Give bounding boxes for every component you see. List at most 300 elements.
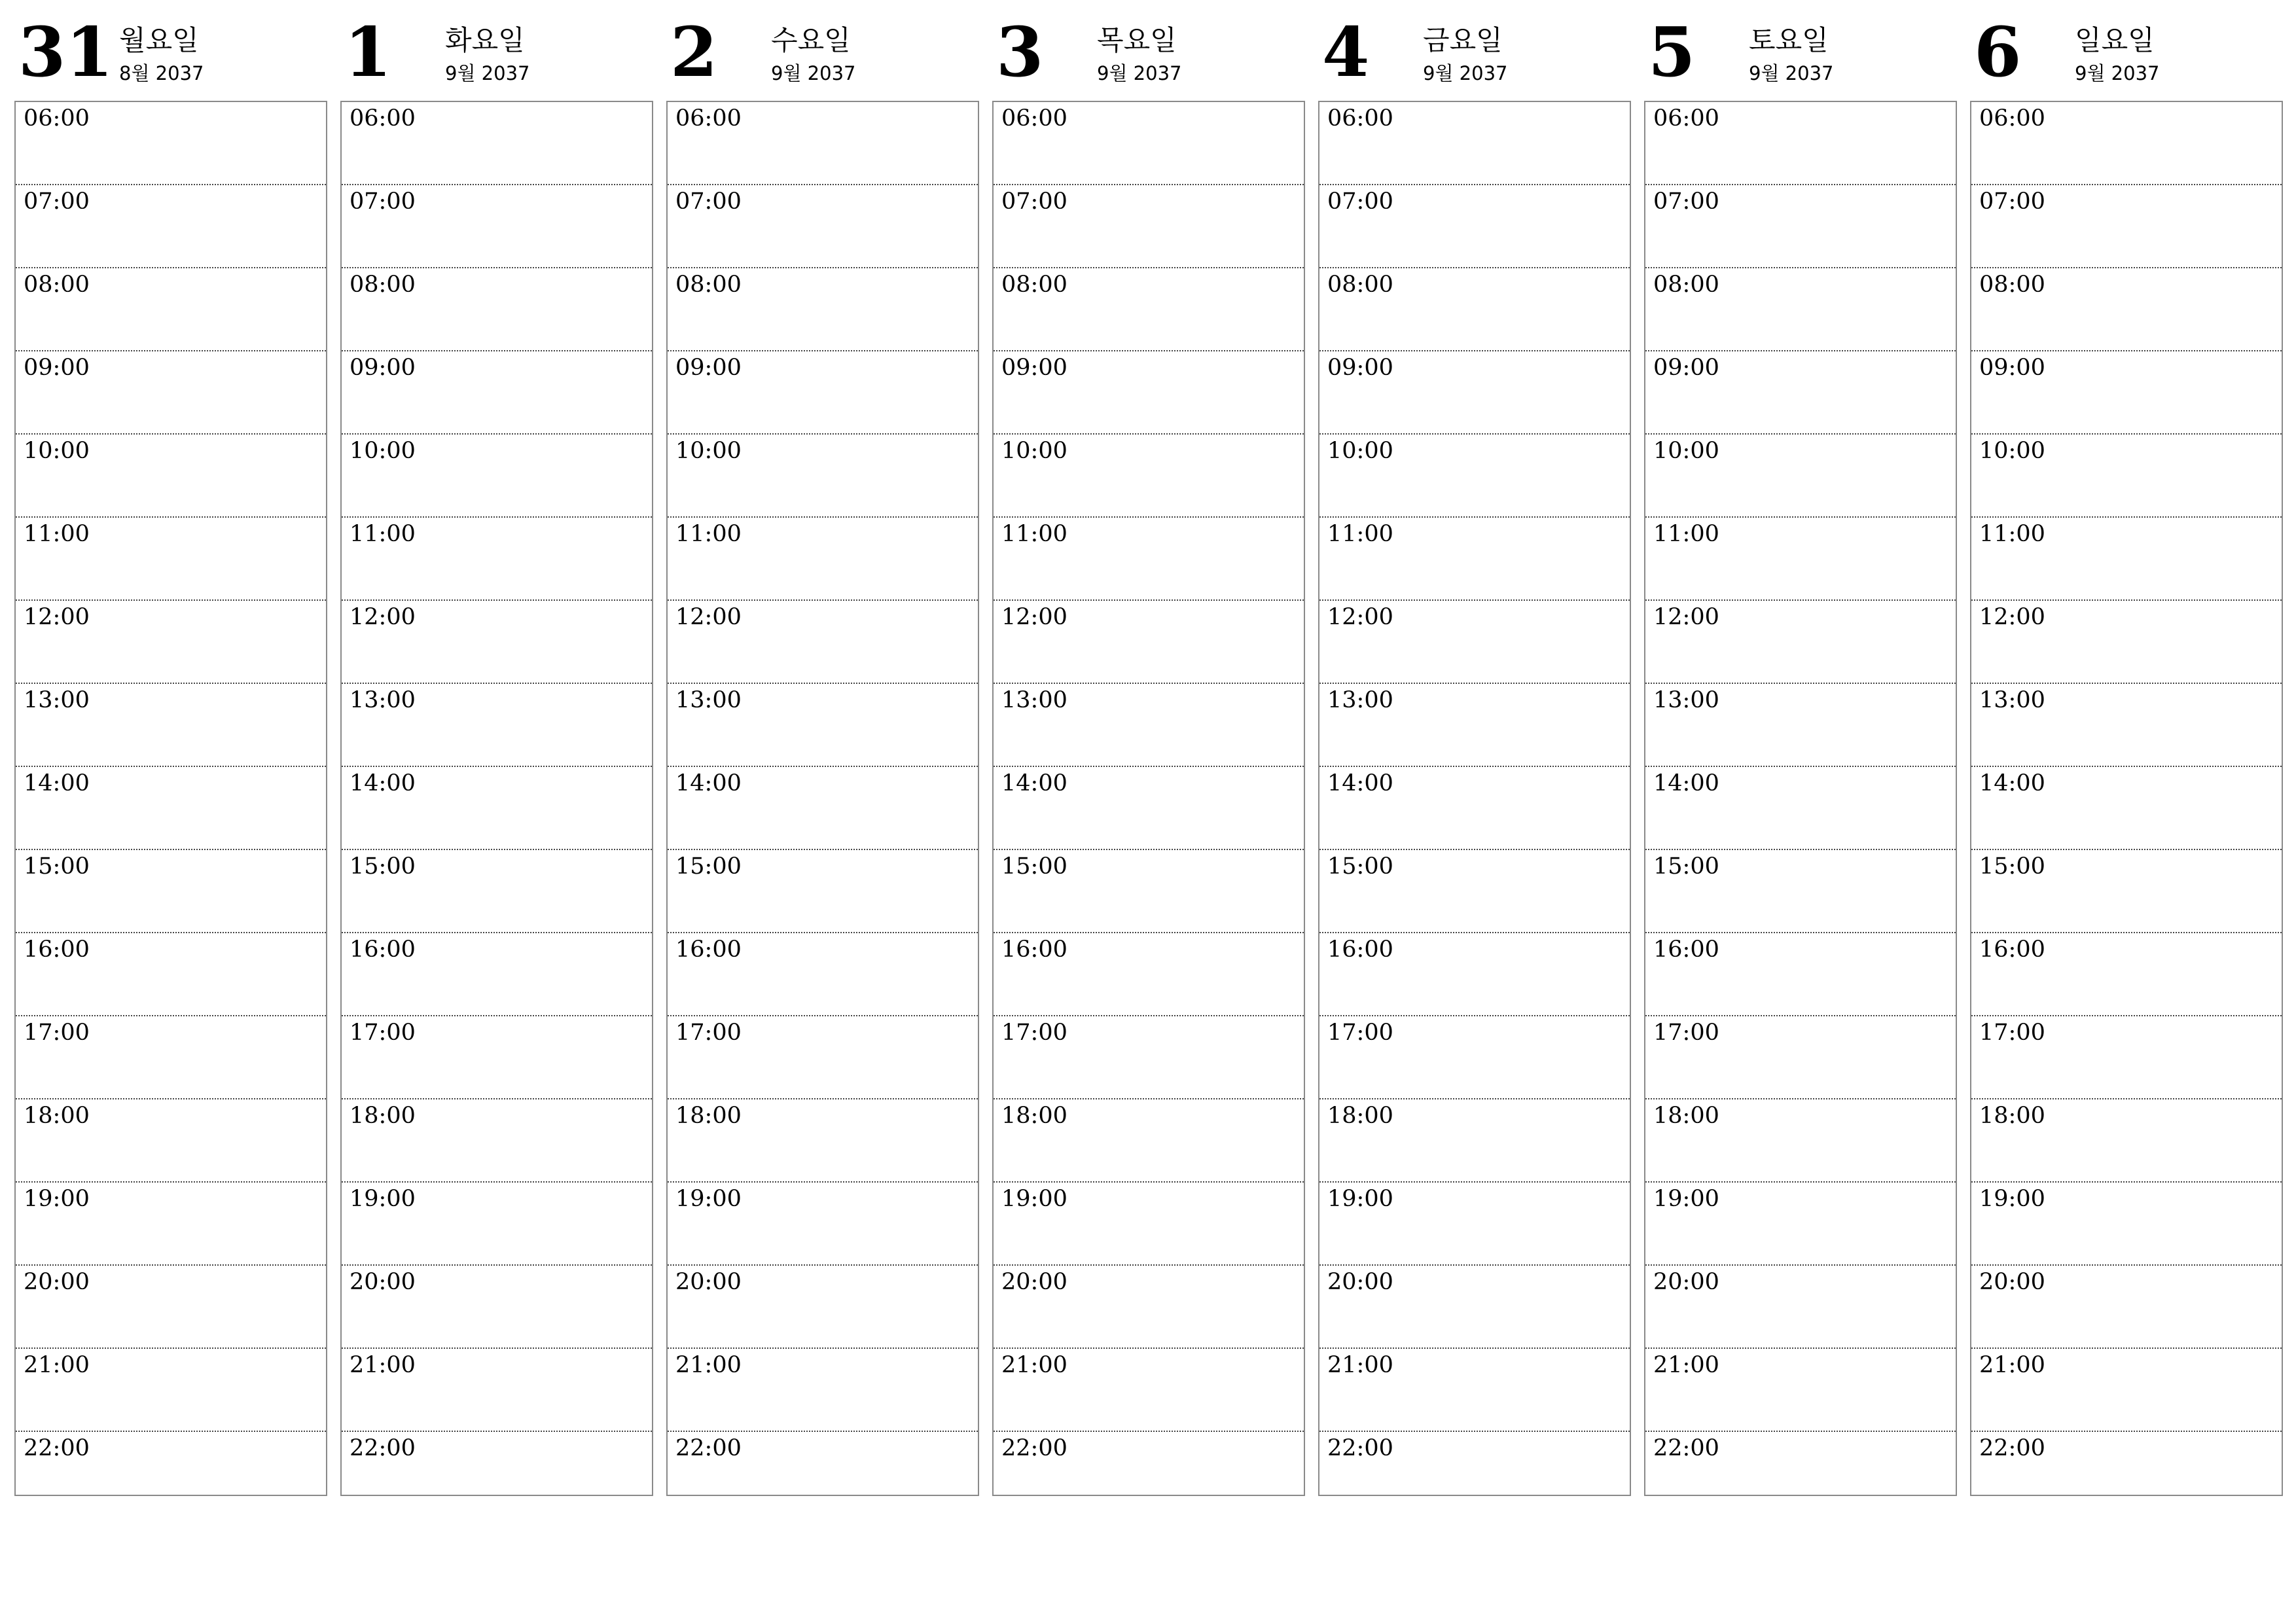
time-slot-writing-area[interactable] xyxy=(1645,1214,1956,1264)
time-slot[interactable] xyxy=(1645,268,1956,351)
time-slot[interactable] xyxy=(342,351,652,435)
time-slot-writing-area[interactable] xyxy=(16,300,326,350)
time-slot[interactable] xyxy=(1971,435,2282,518)
time-slot[interactable] xyxy=(1319,601,1630,684)
time-slot[interactable] xyxy=(16,1016,326,1099)
time-slot-writing-area[interactable] xyxy=(1319,798,1630,849)
time-slot-writing-area[interactable] xyxy=(16,466,326,516)
time-slot[interactable] xyxy=(994,1099,1304,1183)
time-slot[interactable] xyxy=(342,1183,652,1266)
time-slot-writing-area[interactable] xyxy=(342,1380,652,1431)
time-slot[interactable] xyxy=(1645,1432,1956,1514)
time-slot[interactable] xyxy=(1645,933,1956,1016)
time-slot-label: 11:00 xyxy=(675,521,742,547)
time-slot-writing-area[interactable] xyxy=(994,1297,1304,1347)
time-slot[interactable] xyxy=(994,1016,1304,1099)
time-slot-writing-area[interactable] xyxy=(342,1463,652,1514)
time-slot[interactable] xyxy=(16,1099,326,1183)
time-slot-label: 18:00 xyxy=(675,1103,742,1129)
time-slot-writing-area[interactable] xyxy=(342,715,652,766)
time-slot-writing-area[interactable] xyxy=(1319,882,1630,932)
time-slot[interactable] xyxy=(1319,351,1630,435)
time-slot[interactable] xyxy=(1971,518,2282,601)
time-slot-writing-area[interactable] xyxy=(1971,383,2282,433)
time-slot[interactable] xyxy=(342,933,652,1016)
time-slot[interactable] xyxy=(16,601,326,684)
time-slot-label: 12:00 xyxy=(675,604,742,630)
time-slot-writing-area[interactable] xyxy=(668,882,978,932)
time-slot[interactable] xyxy=(994,518,1304,601)
time-slot-writing-area[interactable] xyxy=(1645,1297,1956,1347)
time-slot[interactable] xyxy=(1645,1183,1956,1266)
time-slot[interactable] xyxy=(1319,767,1630,850)
time-slot[interactable] xyxy=(668,268,978,351)
time-slot-writing-area[interactable] xyxy=(16,217,326,267)
time-slot-label: 21:00 xyxy=(1327,1352,1393,1378)
time-slot-writing-area[interactable] xyxy=(668,549,978,599)
time-slot-label: 21:00 xyxy=(675,1352,742,1378)
time-slot[interactable] xyxy=(994,767,1304,850)
time-slot[interactable] xyxy=(342,1099,652,1183)
time-slot-writing-area[interactable] xyxy=(16,715,326,766)
time-slot[interactable] xyxy=(668,1099,978,1183)
time-slot-writing-area[interactable] xyxy=(668,1297,978,1347)
day-header xyxy=(1318,0,1631,98)
time-slot[interactable] xyxy=(1645,518,1956,601)
time-slot[interactable] xyxy=(1645,767,1956,850)
time-slot-writing-area[interactable] xyxy=(342,798,652,849)
time-slot[interactable] xyxy=(1645,102,1956,185)
time-slot[interactable] xyxy=(16,102,326,185)
time-slot-writing-area[interactable] xyxy=(342,383,652,433)
time-slot[interactable] xyxy=(668,684,978,767)
time-slot-writing-area[interactable] xyxy=(342,466,652,516)
time-slot-writing-area[interactable] xyxy=(1971,715,2282,766)
time-slot-label: 14:00 xyxy=(1979,770,2045,796)
time-slot-writing-area[interactable] xyxy=(342,632,652,683)
time-slot-writing-area[interactable] xyxy=(16,632,326,683)
time-slot-label: 19:00 xyxy=(1979,1186,2045,1212)
time-slot[interactable] xyxy=(668,435,978,518)
time-slot-writing-area[interactable] xyxy=(668,1048,978,1098)
day-header xyxy=(666,0,979,98)
time-slot[interactable] xyxy=(1971,767,2282,850)
time-slot-writing-area[interactable] xyxy=(342,549,652,599)
time-slot-writing-area[interactable] xyxy=(1971,1463,2282,1514)
time-slot-label: 07:00 xyxy=(1653,188,1719,215)
time-slot-label: 06:00 xyxy=(675,105,742,132)
time-slot-writing-area[interactable] xyxy=(342,1297,652,1347)
time-slot-writing-area[interactable] xyxy=(16,1131,326,1181)
time-slot-writing-area[interactable] xyxy=(994,715,1304,766)
time-slot-writing-area[interactable] xyxy=(16,798,326,849)
time-slot-writing-area[interactable] xyxy=(16,1297,326,1347)
time-slot[interactable] xyxy=(1319,1432,1630,1514)
time-slot-label: 15:00 xyxy=(1979,853,2045,880)
time-slot[interactable] xyxy=(16,1432,326,1514)
time-slot-writing-area[interactable] xyxy=(1319,549,1630,599)
time-slot[interactable] xyxy=(668,767,978,850)
time-slot-writing-area[interactable] xyxy=(668,217,978,267)
time-slot-label: 21:00 xyxy=(24,1352,90,1378)
time-slot[interactable] xyxy=(668,1349,978,1432)
time-slot-writing-area[interactable] xyxy=(1319,134,1630,184)
time-slot-label: 09:00 xyxy=(1653,355,1719,381)
time-slot[interactable] xyxy=(668,1016,978,1099)
time-slot-label: 22:00 xyxy=(675,1435,742,1461)
time-slot[interactable] xyxy=(1971,1432,2282,1514)
time-slot[interactable] xyxy=(1319,1099,1630,1183)
time-slot[interactable] xyxy=(1971,933,2282,1016)
time-slot-label: 12:00 xyxy=(350,604,416,630)
time-slot-label: 10:00 xyxy=(1001,438,1067,464)
time-slot-writing-area[interactable] xyxy=(1319,466,1630,516)
time-slot-label: 16:00 xyxy=(1979,936,2045,963)
day-schedule-box xyxy=(1644,101,1957,1496)
time-slot-writing-area[interactable] xyxy=(1971,965,2282,1015)
time-slot-label: 08:00 xyxy=(1979,272,2045,298)
time-slot-writing-area[interactable] xyxy=(16,1214,326,1264)
time-slot-writing-area[interactable] xyxy=(1971,1297,2282,1347)
time-slot-writing-area[interactable] xyxy=(16,549,326,599)
time-slot[interactable] xyxy=(1645,1266,1956,1349)
time-slot-label: 09:00 xyxy=(350,355,416,381)
time-slot[interactable] xyxy=(994,1432,1304,1514)
time-slot[interactable] xyxy=(1971,601,2282,684)
time-slot-writing-area[interactable] xyxy=(1645,882,1956,932)
time-slot-writing-area[interactable] xyxy=(994,1048,1304,1098)
time-slot-writing-area[interactable] xyxy=(342,965,652,1015)
time-slot[interactable] xyxy=(668,185,978,268)
time-slot-writing-area[interactable] xyxy=(994,134,1304,184)
time-slot[interactable] xyxy=(16,1266,326,1349)
time-slot[interactable] xyxy=(16,1183,326,1266)
time-slot[interactable] xyxy=(1971,684,2282,767)
time-slot-writing-area[interactable] xyxy=(16,383,326,433)
time-slot-writing-area[interactable] xyxy=(994,1131,1304,1181)
time-slot[interactable] xyxy=(16,767,326,850)
time-slot-label: 11:00 xyxy=(24,521,90,547)
time-slot[interactable] xyxy=(668,102,978,185)
time-slot[interactable] xyxy=(668,518,978,601)
time-slot[interactable] xyxy=(1319,850,1630,933)
time-slot-label: 18:00 xyxy=(1979,1103,2045,1129)
time-slot[interactable] xyxy=(668,1432,978,1514)
time-slot-label: 10:00 xyxy=(24,438,90,464)
time-slot-writing-area[interactable] xyxy=(1645,1380,1956,1431)
day-header xyxy=(340,0,653,98)
time-slot-writing-area[interactable] xyxy=(342,300,652,350)
time-slot-label: 15:00 xyxy=(1653,853,1719,880)
time-slot-label: 14:00 xyxy=(350,770,416,796)
time-slot[interactable] xyxy=(668,1183,978,1266)
time-slot[interactable] xyxy=(16,518,326,601)
time-slot-label: 15:00 xyxy=(675,853,742,880)
time-slot[interactable] xyxy=(342,684,652,767)
time-slot-writing-area[interactable] xyxy=(1645,632,1956,683)
time-slot[interactable] xyxy=(1645,601,1956,684)
time-slot-writing-area[interactable] xyxy=(1971,134,2282,184)
time-slot[interactable] xyxy=(1971,1266,2282,1349)
time-slot[interactable] xyxy=(668,601,978,684)
day-month-year: 8월 2037 xyxy=(119,62,204,84)
time-slot-writing-area[interactable] xyxy=(1319,632,1630,683)
time-slot-writing-area[interactable] xyxy=(1971,632,2282,683)
time-slot[interactable] xyxy=(342,518,652,601)
time-slot-writing-area[interactable] xyxy=(994,217,1304,267)
time-slot[interactable] xyxy=(342,1266,652,1349)
time-slot[interactable] xyxy=(668,351,978,435)
time-slot[interactable] xyxy=(342,1349,652,1432)
time-slot[interactable] xyxy=(994,1266,1304,1349)
time-slot-writing-area[interactable] xyxy=(1645,134,1956,184)
time-slot[interactable] xyxy=(1971,1349,2282,1432)
time-slot[interactable] xyxy=(1971,351,2282,435)
time-slot-label: 18:00 xyxy=(24,1103,90,1129)
day-schedule-box xyxy=(340,101,653,1496)
time-slot-label: 13:00 xyxy=(1001,687,1067,713)
day-column xyxy=(14,0,327,1505)
time-slot-writing-area[interactable] xyxy=(668,715,978,766)
time-slot[interactable] xyxy=(1319,102,1630,185)
time-slot[interactable] xyxy=(1645,684,1956,767)
time-slot-label: 22:00 xyxy=(1327,1435,1393,1461)
time-slot-writing-area[interactable] xyxy=(668,1214,978,1264)
time-slot[interactable] xyxy=(668,1266,978,1349)
time-slot[interactable] xyxy=(1645,1016,1956,1099)
time-slot-writing-area[interactable] xyxy=(1645,300,1956,350)
time-slot-label: 20:00 xyxy=(350,1269,416,1295)
time-slot-writing-area[interactable] xyxy=(994,965,1304,1015)
time-slot-label: 11:00 xyxy=(1979,521,2045,547)
time-slot-writing-area[interactable] xyxy=(1645,549,1956,599)
time-slot[interactable] xyxy=(1319,268,1630,351)
time-slot[interactable] xyxy=(994,850,1304,933)
time-slot[interactable] xyxy=(16,351,326,435)
time-slot-label: 10:00 xyxy=(675,438,742,464)
time-slot-label: 21:00 xyxy=(1001,1352,1067,1378)
time-slot-label: 08:00 xyxy=(675,272,742,298)
time-slot-writing-area[interactable] xyxy=(668,1131,978,1181)
time-slot-writing-area[interactable] xyxy=(1319,383,1630,433)
time-slot[interactable] xyxy=(1645,185,1956,268)
time-slot-writing-area[interactable] xyxy=(668,300,978,350)
time-slot[interactable] xyxy=(994,601,1304,684)
time-slot-writing-area[interactable] xyxy=(668,1380,978,1431)
time-slot-label: 22:00 xyxy=(1979,1435,2045,1461)
time-slot[interactable] xyxy=(342,185,652,268)
time-slot-label: 11:00 xyxy=(1001,521,1067,547)
time-slot-writing-area[interactable] xyxy=(1319,300,1630,350)
time-slot[interactable] xyxy=(994,351,1304,435)
time-slot-label: 19:00 xyxy=(675,1186,742,1212)
time-slot[interactable] xyxy=(342,767,652,850)
time-slot[interactable] xyxy=(1319,185,1630,268)
time-slot[interactable] xyxy=(1971,850,2282,933)
time-slot[interactable] xyxy=(994,102,1304,185)
time-slot[interactable] xyxy=(1971,268,2282,351)
time-slot-writing-area[interactable] xyxy=(1319,1048,1630,1098)
time-slot[interactable] xyxy=(1319,435,1630,518)
time-slot[interactable] xyxy=(16,850,326,933)
time-slot-writing-area[interactable] xyxy=(1971,300,2282,350)
time-slot[interactable] xyxy=(342,1016,652,1099)
time-slot[interactable] xyxy=(1319,933,1630,1016)
time-slot[interactable] xyxy=(994,435,1304,518)
time-slot[interactable] xyxy=(1319,1349,1630,1432)
time-slot-writing-area[interactable] xyxy=(1971,1214,2282,1264)
time-slot-writing-area[interactable] xyxy=(342,882,652,932)
time-slot-writing-area[interactable] xyxy=(994,549,1304,599)
time-slot-label: 16:00 xyxy=(350,936,416,963)
time-slot-writing-area[interactable] xyxy=(994,383,1304,433)
time-slot-writing-area[interactable] xyxy=(1971,217,2282,267)
time-slot-writing-area[interactable] xyxy=(1645,715,1956,766)
time-slot[interactable] xyxy=(994,1183,1304,1266)
time-slot-writing-area[interactable] xyxy=(1971,466,2282,516)
time-slot-writing-area[interactable] xyxy=(1319,715,1630,766)
time-slot-writing-area[interactable] xyxy=(1971,1380,2282,1431)
time-slot-writing-area[interactable] xyxy=(994,1463,1304,1514)
time-slot[interactable] xyxy=(1971,1016,2282,1099)
time-slot-label: 16:00 xyxy=(1653,936,1719,963)
time-slot-writing-area[interactable] xyxy=(1319,217,1630,267)
time-slot-label: 06:00 xyxy=(1001,105,1067,132)
time-slot[interactable] xyxy=(16,1349,326,1432)
time-slot[interactable] xyxy=(342,268,652,351)
time-slot[interactable] xyxy=(668,850,978,933)
time-slot[interactable] xyxy=(1645,351,1956,435)
time-slot-writing-area[interactable] xyxy=(668,1463,978,1514)
time-slot-writing-area[interactable] xyxy=(994,798,1304,849)
time-slot[interactable] xyxy=(342,102,652,185)
time-slot-writing-area[interactable] xyxy=(668,798,978,849)
time-slot-writing-area[interactable] xyxy=(342,134,652,184)
time-slot-writing-area[interactable] xyxy=(1319,1463,1630,1514)
time-slot[interactable] xyxy=(994,268,1304,351)
time-slot-writing-area[interactable] xyxy=(1971,1048,2282,1098)
time-slot-label: 17:00 xyxy=(1001,1020,1067,1046)
time-slot-writing-area[interactable] xyxy=(342,217,652,267)
time-slot[interactable] xyxy=(1971,1183,2282,1266)
time-slot[interactable] xyxy=(994,684,1304,767)
time-slot-writing-area[interactable] xyxy=(1645,466,1956,516)
time-slot[interactable] xyxy=(1319,1016,1630,1099)
time-slot-writing-area[interactable] xyxy=(994,882,1304,932)
time-slot[interactable] xyxy=(16,435,326,518)
time-slot-writing-area[interactable] xyxy=(1971,882,2282,932)
time-slot-writing-area[interactable] xyxy=(668,965,978,1015)
time-slot-writing-area[interactable] xyxy=(16,1463,326,1514)
time-slot-writing-area[interactable] xyxy=(1971,1131,2282,1181)
time-slot-writing-area[interactable] xyxy=(342,1048,652,1098)
time-slot-writing-area[interactable] xyxy=(1319,965,1630,1015)
time-slot-writing-area[interactable] xyxy=(1319,1380,1630,1431)
day-weekday: 목요일 xyxy=(1097,24,1177,56)
time-slot[interactable] xyxy=(1319,684,1630,767)
time-slot-writing-area[interactable] xyxy=(668,466,978,516)
time-slot[interactable] xyxy=(1645,1099,1956,1183)
time-slot-writing-area[interactable] xyxy=(1645,965,1956,1015)
time-slot[interactable] xyxy=(994,933,1304,1016)
time-slot-label: 22:00 xyxy=(24,1435,90,1461)
time-slot-writing-area[interactable] xyxy=(16,965,326,1015)
time-slot[interactable] xyxy=(1645,1349,1956,1432)
time-slot[interactable] xyxy=(16,185,326,268)
time-slot-writing-area[interactable] xyxy=(994,1380,1304,1431)
time-slot[interactable] xyxy=(1971,1099,2282,1183)
time-slot-writing-area[interactable] xyxy=(16,1380,326,1431)
time-slot-writing-area[interactable] xyxy=(1645,1463,1956,1514)
time-slot[interactable] xyxy=(994,185,1304,268)
time-slot[interactable] xyxy=(1319,1183,1630,1266)
time-slot-label: 20:00 xyxy=(1653,1269,1719,1295)
time-slot-writing-area[interactable] xyxy=(1645,1048,1956,1098)
time-slot[interactable] xyxy=(16,268,326,351)
time-slot-writing-area[interactable] xyxy=(1319,1131,1630,1181)
time-slot-label: 16:00 xyxy=(1327,936,1393,963)
time-slot-writing-area[interactable] xyxy=(1645,1131,1956,1181)
time-slot-label: 15:00 xyxy=(1327,853,1393,880)
time-slot-label: 14:00 xyxy=(1653,770,1719,796)
time-slot-label: 11:00 xyxy=(1653,521,1719,547)
day-month-year: 9월 2037 xyxy=(445,62,530,84)
time-slot-writing-area[interactable] xyxy=(342,1214,652,1264)
time-slot-label: 13:00 xyxy=(350,687,416,713)
time-slot[interactable] xyxy=(668,933,978,1016)
time-slot[interactable] xyxy=(1971,185,2282,268)
time-slot-writing-area[interactable] xyxy=(668,383,978,433)
time-slot-writing-area[interactable] xyxy=(16,134,326,184)
time-slot[interactable] xyxy=(1645,435,1956,518)
time-slot[interactable] xyxy=(342,1432,652,1514)
time-slot-writing-area[interactable] xyxy=(994,632,1304,683)
time-slot-label: 18:00 xyxy=(1327,1103,1393,1129)
time-slot-writing-area[interactable] xyxy=(1645,798,1956,849)
day-number: 4 xyxy=(1322,12,1370,92)
time-slot[interactable] xyxy=(342,601,652,684)
time-slot-writing-area[interactable] xyxy=(994,1214,1304,1264)
time-slot[interactable] xyxy=(994,1349,1304,1432)
time-slot-writing-area[interactable] xyxy=(1971,549,2282,599)
time-slot-writing-area[interactable] xyxy=(1645,383,1956,433)
time-slot[interactable] xyxy=(1971,102,2282,185)
time-slot-writing-area[interactable] xyxy=(994,466,1304,516)
time-slot[interactable] xyxy=(16,684,326,767)
time-slot-label: 20:00 xyxy=(675,1269,742,1295)
time-slot[interactable] xyxy=(16,933,326,1016)
time-slot[interactable] xyxy=(1319,1266,1630,1349)
time-slot-label: 08:00 xyxy=(1327,272,1393,298)
time-slot[interactable] xyxy=(342,850,652,933)
time-slot-writing-area[interactable] xyxy=(1971,798,2282,849)
time-slot-writing-area[interactable] xyxy=(1319,1297,1630,1347)
time-slot-writing-area[interactable] xyxy=(668,632,978,683)
time-slot-label: 07:00 xyxy=(1001,188,1067,215)
time-slot-label: 08:00 xyxy=(1653,272,1719,298)
time-slot-writing-area[interactable] xyxy=(16,882,326,932)
time-slot[interactable] xyxy=(1319,518,1630,601)
day-schedule-box xyxy=(1970,101,2283,1496)
time-slot-writing-area[interactable] xyxy=(1319,1214,1630,1264)
time-slot-writing-area[interactable] xyxy=(994,300,1304,350)
time-slot-writing-area[interactable] xyxy=(668,134,978,184)
time-slot[interactable] xyxy=(342,435,652,518)
time-slot-writing-area[interactable] xyxy=(16,1048,326,1098)
time-slot[interactable] xyxy=(1645,850,1956,933)
time-slot-writing-area[interactable] xyxy=(1645,217,1956,267)
time-slot-writing-area[interactable] xyxy=(342,1131,652,1181)
